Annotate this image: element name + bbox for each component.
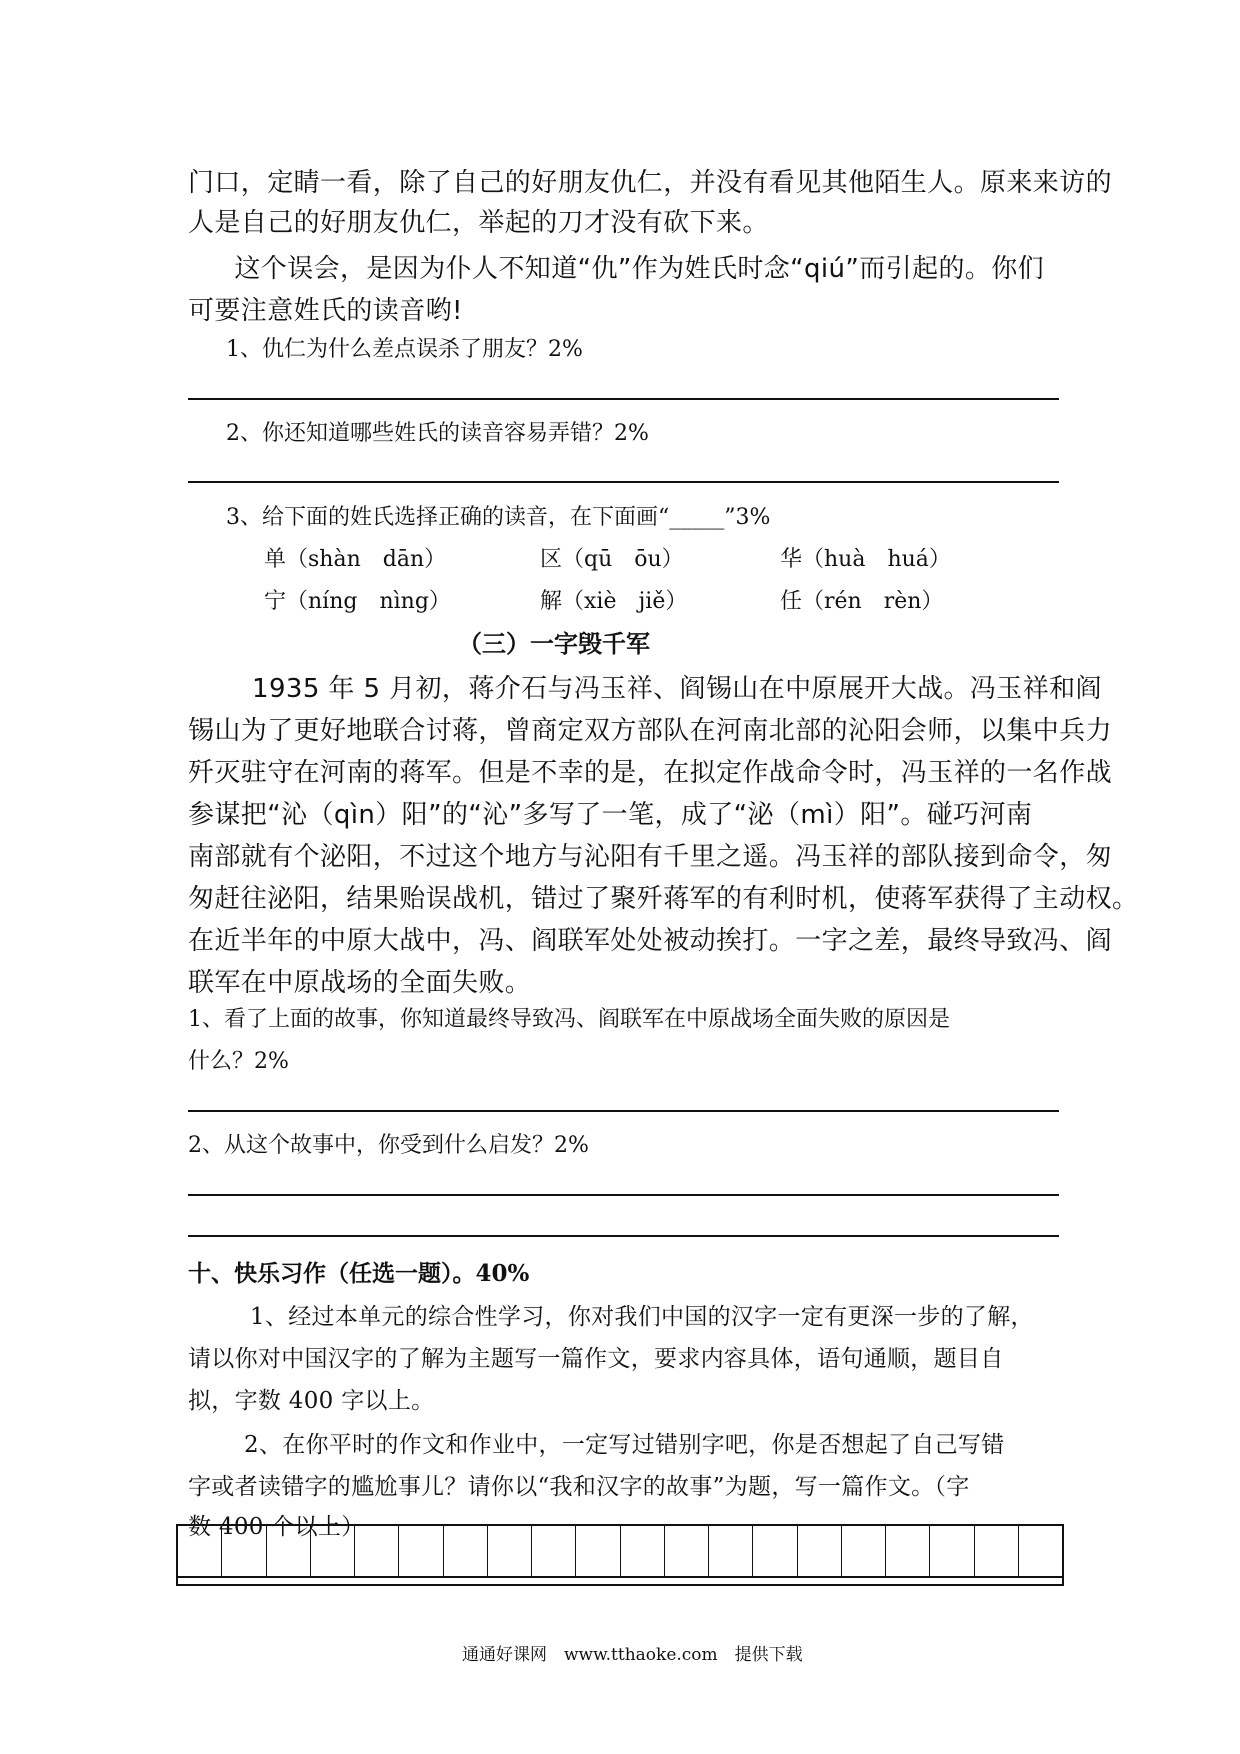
answer-line[interactable] xyxy=(188,1110,1059,1112)
question-2: 2、从这个故事中，你受到什么启发？2% xyxy=(188,1133,589,1158)
surname-option[interactable]: 单（shàn dān） xyxy=(264,547,447,572)
passage-line: 这个误会，是因为仆人不知道“仇”作为姓氏时念“qiú”而引起的。你们 xyxy=(208,254,1045,284)
answer-line[interactable] xyxy=(188,398,1059,400)
grid-cell[interactable] xyxy=(488,1526,532,1576)
passage-line: 门口，定睛一看，除了自己的好朋友仇仁，并没有看见其他陌生人。原来来访的 xyxy=(188,168,1113,198)
question-2: 2、你还知道哪些姓氏的读音容易弄错？2% xyxy=(226,421,649,446)
question-3: 3、给下面的姓氏选择正确的读音，在下面画“_____”3% xyxy=(226,505,771,530)
grid-cell[interactable] xyxy=(621,1526,665,1576)
grid-cell[interactable] xyxy=(886,1526,930,1576)
passage-line: 人是自己的好朋友仇仁，举起的刀才没有砍下来。 xyxy=(188,208,769,238)
passage-line: 联军在中原战场的全面失败。 xyxy=(188,968,532,998)
essay-prompt-line: 1、经过本单元的综合性学习，你对我们中国的汉字一定有更深一步的了解， xyxy=(250,1304,1034,1330)
grid-cell[interactable] xyxy=(222,1526,266,1576)
page-footer: 通通好课网 www.tthaoke.com 提供下载 xyxy=(462,1645,803,1665)
grid-cell[interactable] xyxy=(311,1526,355,1576)
passage-line: 匆赶往泌阳，结果贻误战机，错过了聚歼蒋军的有利时机，使蒋军获得了主动权。 xyxy=(188,884,1139,914)
passage-line: 在近半年的中原大战中，冯、阎联军处处被动挨打。一字之差，最终导致冯、阎 xyxy=(188,926,1113,956)
surname-option[interactable]: 解（xiè jiě） xyxy=(540,589,688,614)
answer-line[interactable] xyxy=(188,481,1059,483)
section-heading: 十、快乐习作（任选一题）。40% xyxy=(188,1260,530,1287)
grid-cell[interactable] xyxy=(930,1526,974,1576)
grid-cell[interactable] xyxy=(975,1526,1019,1576)
grid-cell[interactable] xyxy=(665,1526,709,1576)
surname-option[interactable]: 任（rén rèn） xyxy=(780,589,944,614)
grid-cell[interactable] xyxy=(842,1526,886,1576)
answer-line[interactable] xyxy=(188,1235,1059,1237)
question-1: 1、仇仁为什么差点误杀了朋友？2% xyxy=(226,337,583,362)
grid-cell[interactable] xyxy=(355,1526,399,1576)
essay-prompt-line: 2、在你平时的作文和作业中，一定写过错别字吧，你是否想起了自己写错 xyxy=(244,1432,1005,1458)
essay-prompt-line: 字或者读错字的尴尬事儿？请你以“我和汉字的故事”为题，写一篇作文。（字 xyxy=(188,1474,970,1500)
answer-line[interactable] xyxy=(188,1194,1059,1196)
grid-cell[interactable] xyxy=(1019,1526,1062,1576)
surname-option[interactable]: 区（qū ōu） xyxy=(540,547,684,572)
grid-cell[interactable] xyxy=(798,1526,842,1576)
grid-cell[interactable] xyxy=(709,1526,753,1576)
essay-prompt-line: 拟，字数 400 字以上。 xyxy=(188,1388,435,1414)
passage-line: 参谋把“沁（qìn）阳”的“沁”多写了一笔，成了“泌（mì）阳”。碰巧河南 xyxy=(188,800,1033,830)
passage-line: 可要注意姓氏的读音哟! xyxy=(188,296,463,326)
grid-cell[interactable] xyxy=(532,1526,576,1576)
passage-line: 歼灭驻守在河南的蒋军。但是不幸的是，在拟定作战命令时，冯玉祥的一名作战 xyxy=(188,758,1113,788)
grid-row xyxy=(178,1526,1062,1578)
grid-cell[interactable] xyxy=(753,1526,797,1576)
passage-line: 锡山为了更好地联合讨蒋，曾商定双方部队在河南北部的沁阳会师，以集中兵力 xyxy=(188,716,1113,746)
passage-line: 1935 年 5 月初，蒋介石与冯玉祥、阎锡山在中原展开大战。冯玉祥和阎 xyxy=(252,674,1102,704)
grid-cell[interactable] xyxy=(444,1526,488,1576)
surname-option[interactable]: 宁（níng nìng） xyxy=(264,589,451,614)
surname-option[interactable]: 华（huà huá） xyxy=(780,547,951,572)
essay-prompt-line: 请以你对中国汉字的了解为主题写一篇作文，要求内容具体，语句通顺，题目自 xyxy=(188,1346,1004,1372)
grid-cell[interactable] xyxy=(267,1526,311,1576)
passage-line: 南部就有个泌阳，不过这个地方与沁阳有千里之遥。冯玉祥的部队接到命令，匆 xyxy=(188,842,1113,872)
question-1-cont: 什么？2% xyxy=(188,1049,289,1074)
writing-grid[interactable] xyxy=(176,1524,1064,1586)
question-1: 1、看了上面的故事，你知道最终导致冯、阎联军在中原战场全面失败的原因是 xyxy=(188,1007,950,1032)
grid-cell[interactable] xyxy=(178,1526,222,1576)
grid-cell[interactable] xyxy=(399,1526,443,1576)
section-title: （三）一字毁千军 xyxy=(458,630,650,658)
grid-cell[interactable] xyxy=(576,1526,620,1576)
essay-prompt-line: 数 400 个以上） xyxy=(188,1514,365,1540)
